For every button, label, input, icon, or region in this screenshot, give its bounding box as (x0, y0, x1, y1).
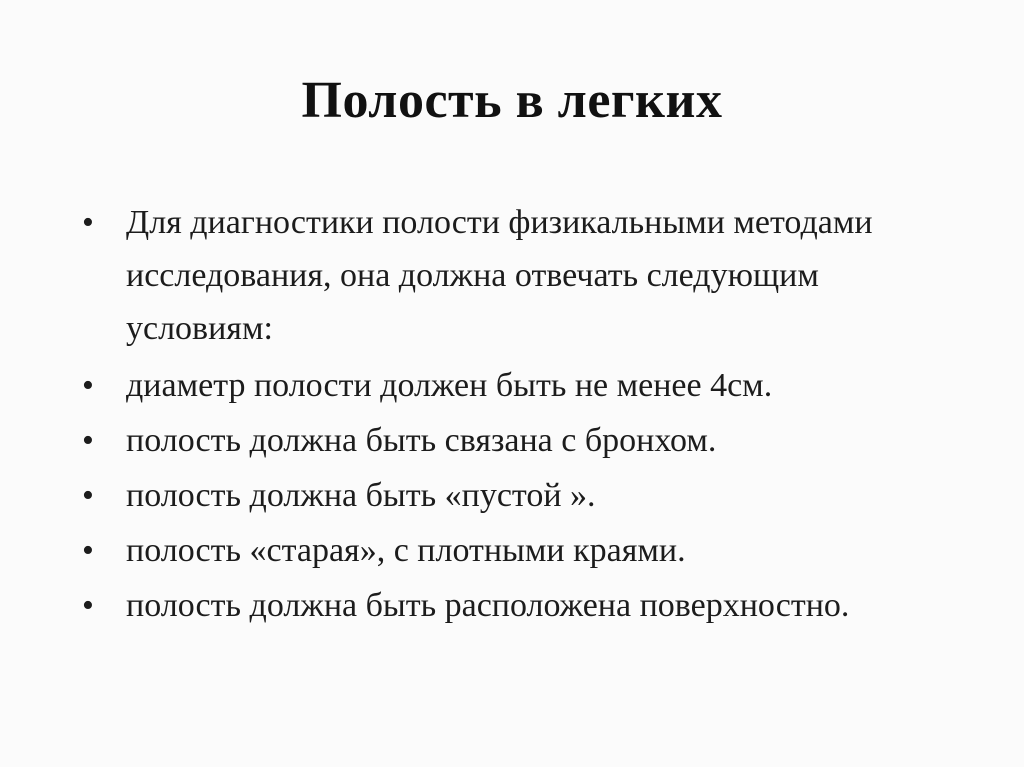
slide-title: Полость в легких (301, 72, 723, 129)
bullet-2 (82, 359, 882, 412)
bullet-text: Для диагностики полости физикальными методами исследования, она должна отвечать следующим условиям: (126, 204, 873, 347)
bullet-4 (82, 469, 882, 522)
bullet-3 (82, 414, 882, 467)
bullet-marker: • (82, 587, 94, 624)
bullet-text: полость должна быть расположена поверхностно. (126, 587, 850, 624)
bullet-text: диаметр полости должен быть не менее 4см. (126, 367, 773, 404)
bullet-5 (82, 524, 882, 577)
bullet-6 (82, 579, 882, 632)
bullet-text: полость «старая», с плотными краями. (126, 532, 686, 569)
bullet-text: полость должна быть связана с бронхом. (126, 422, 717, 459)
bullet-marker: • (82, 477, 94, 514)
bullet-list (82, 196, 882, 634)
bullet-marker: • (82, 532, 94, 569)
bullet-text: полость должна быть «пустой ». (126, 477, 596, 514)
bullet-marker: • (82, 204, 94, 241)
bullet-marker: • (82, 367, 94, 404)
bullet-1 (82, 196, 882, 355)
bullet-marker: • (82, 422, 94, 459)
